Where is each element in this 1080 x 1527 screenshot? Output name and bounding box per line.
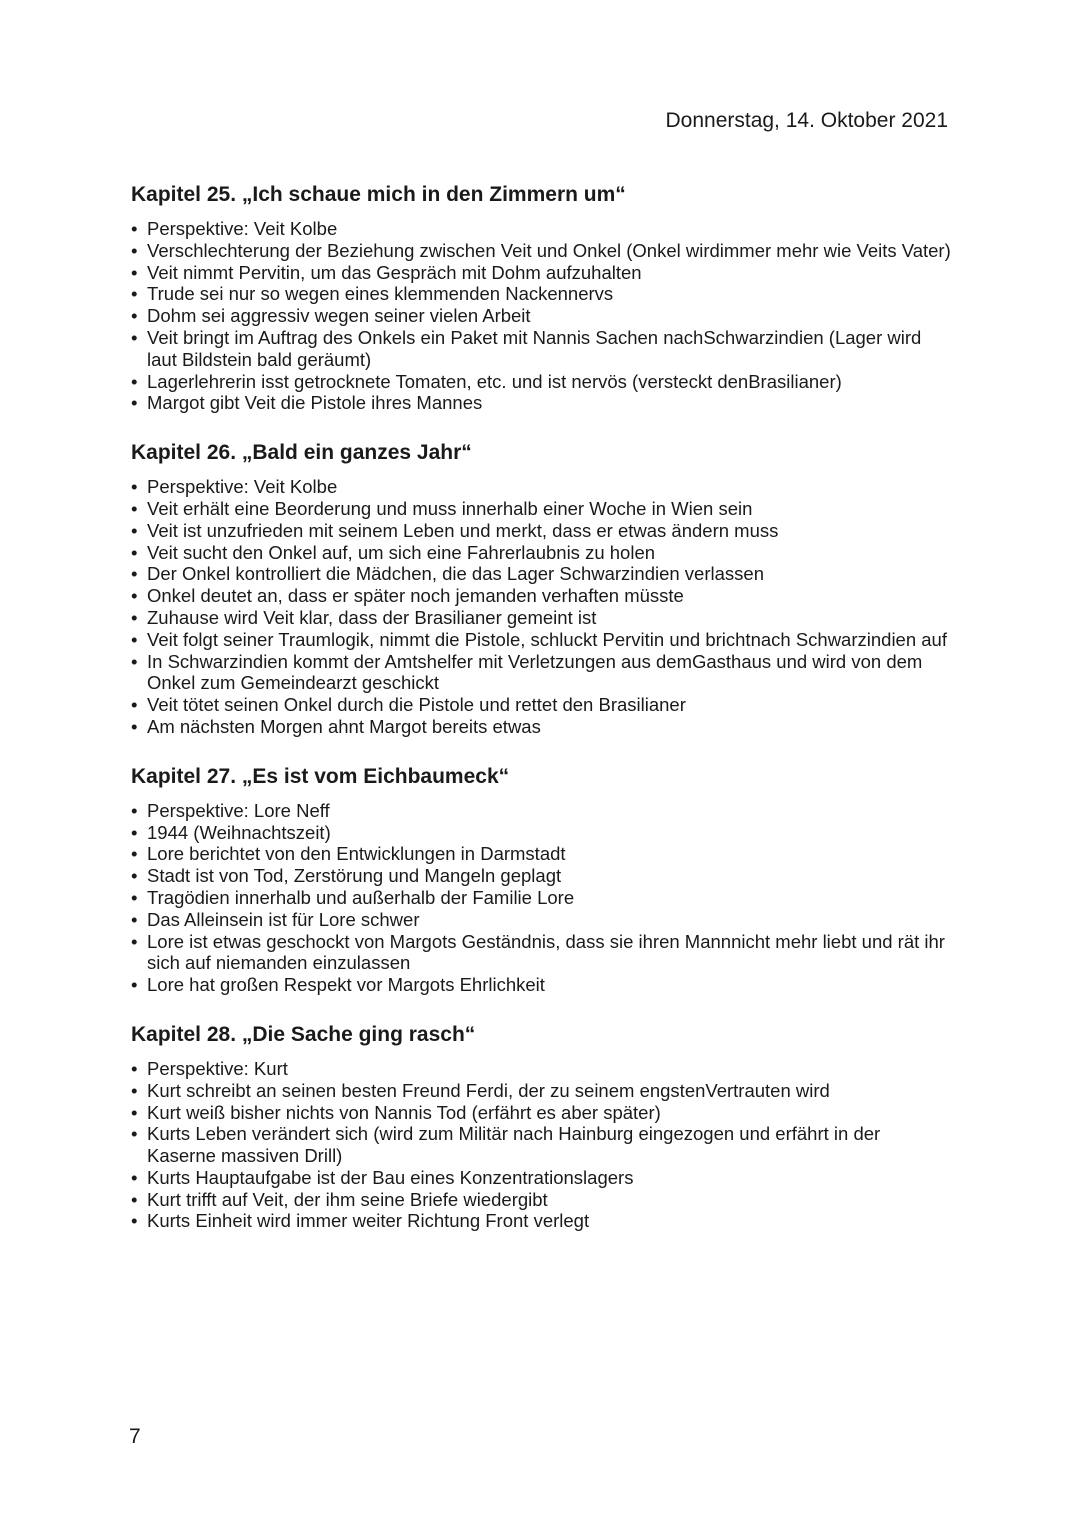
list-item: • Lore berichtet von den Entwicklungen in Darmstadt: [131, 843, 566, 865]
list-item: • Veit erhält eine Beorderung und muss innerhalb einer Woche in Wien sein: [131, 497, 753, 519]
bullet-list: [131, 800, 953, 996]
list-item: • Onkel deutet an, dass er später noch jemanden verhaften müsste: [131, 585, 684, 607]
list-item: • Perspektive: Lore Neff: [131, 799, 330, 821]
chapter-title: Kapitel 26. „Bald ein ganzes Jahr“: [131, 441, 472, 465]
list-item: • Kurts Hauptaufgabe ist der Bau eines Konzentrationslagers: [131, 1166, 634, 1188]
list-item: • Der Onkel kontrolliert die Mädchen, die das Lager Schwarzindien verlassen: [131, 563, 764, 585]
chapter-25: [131, 180, 953, 414]
list-item: • Lore ist etwas geschockt von Margots Geständnis, dass sie ihren Mannnicht mehr liebt und rät ihr sich auf niemanden einzulassen: [131, 930, 945, 974]
chapter-28: [131, 1020, 953, 1232]
list-item: • Perspektive: Kurt: [131, 1057, 288, 1079]
list-item: • Zuhause wird Veit klar, dass der Brasilianer gemeint ist: [131, 606, 597, 628]
list-item: • Kurt schreibt an seinen besten Freund Ferdi, der zu seinem engstenVertrauten wird: [131, 1079, 830, 1101]
chapter-title: Kapitel 25. „Ich schaue mich in den Zimmern um“: [131, 183, 626, 206]
page-number: 7: [129, 1425, 141, 1448]
bullet-list: [131, 476, 953, 738]
list-item: • Verschlechterung der Beziehung zwischen Veit und Onkel (Onkel wirdimmer mehr wie Veits Vater): [131, 239, 951, 261]
list-item: • Veit tötet seinen Onkel durch die Pistole und rettet den Brasilianer: [131, 694, 686, 716]
list-item: • Veit ist unzufrieden mit seinem Leben und merkt, dass er etwas ändern muss: [131, 519, 779, 541]
list-item: • Tragödien innerhalb und außerhalb der Familie Lore: [131, 886, 575, 908]
list-item: • Perspektive: Veit Kolbe: [131, 476, 338, 498]
list-item: • Veit nimmt Pervitin, um das Gespräch mit Dohm aufzuhalten: [131, 261, 642, 283]
list-item: • Kurt weiß bisher nichts von Nannis Tod (erfährt es aber später): [131, 1101, 661, 1123]
chapter-27: [131, 762, 953, 996]
list-item: • Veit bringt im Auftrag des Onkels ein Paket mit Nannis Sachen nachSchwarzindien (Lager wird laut Bildstein bald geräumt): [131, 326, 922, 370]
chapter-title: Kapitel 28. „Die Sache ging rasch“: [131, 1022, 476, 1046]
list-item: • Lagerlehrerin isst getrocknete Tomaten, etc. und ist nervös (versteckt denBrasilianer): [131, 370, 842, 392]
chapter-26: [131, 438, 953, 738]
list-item: • Veit folgt seiner Traumlogik, nimmt die Pistole, schluckt Pervitin und brichtnach Schwarzindien auf: [131, 628, 947, 650]
list-item: • Margot gibt Veit die Pistole ihres Mannes: [131, 392, 483, 414]
chapter-title: Kapitel 27. „Es ist vom Eichbaumeck“: [131, 764, 510, 788]
document-date: Donnerstag, 14. Oktober 2021: [665, 109, 948, 132]
bullet-list: [131, 1058, 953, 1232]
chapter-notes: [131, 180, 953, 1256]
list-item: • Das Alleinsein ist für Lore schwer: [131, 908, 420, 930]
list-item: • Perspektive: Veit Kolbe: [131, 218, 338, 239]
list-item: • Kurts Einheit wird immer weiter Richtung Front verlegt: [131, 1210, 590, 1232]
list-item: • Kurts Leben verändert sich (wird zum Militär nach Hainburg eingezogen und erfährt in der Kaserne massiven Drill): [131, 1123, 881, 1167]
list-item: • Am nächsten Morgen ahnt Margot bereits etwas: [131, 715, 541, 737]
list-item: • Dohm sei aggressiv wegen seiner vielen Arbeit: [131, 305, 531, 327]
bullet-list: [131, 218, 953, 414]
list-item: • Veit sucht den Onkel auf, um sich eine Fahrerlaubnis zu holen: [131, 541, 656, 563]
list-item: • Trude sei nur so wegen eines klemmenden Nackennervs: [131, 283, 614, 305]
list-item: • Stadt ist von Tod, Zerstörung und Mangeln geplagt: [131, 865, 562, 887]
list-item: • Lore hat großen Respekt vor Margots Ehrlichkeit: [131, 974, 545, 996]
list-item: • In Schwarzindien kommt der Amtshelfer mit Verletzungen aus demGasthaus und wird von dem Onkel zum Gemeindearzt geschickt: [131, 650, 923, 694]
list-item: • 1944 (Weihnachtszeit): [131, 821, 331, 843]
list-item: • Kurt trifft auf Veit, der ihm seine Briefe wiedergibt: [131, 1188, 548, 1210]
